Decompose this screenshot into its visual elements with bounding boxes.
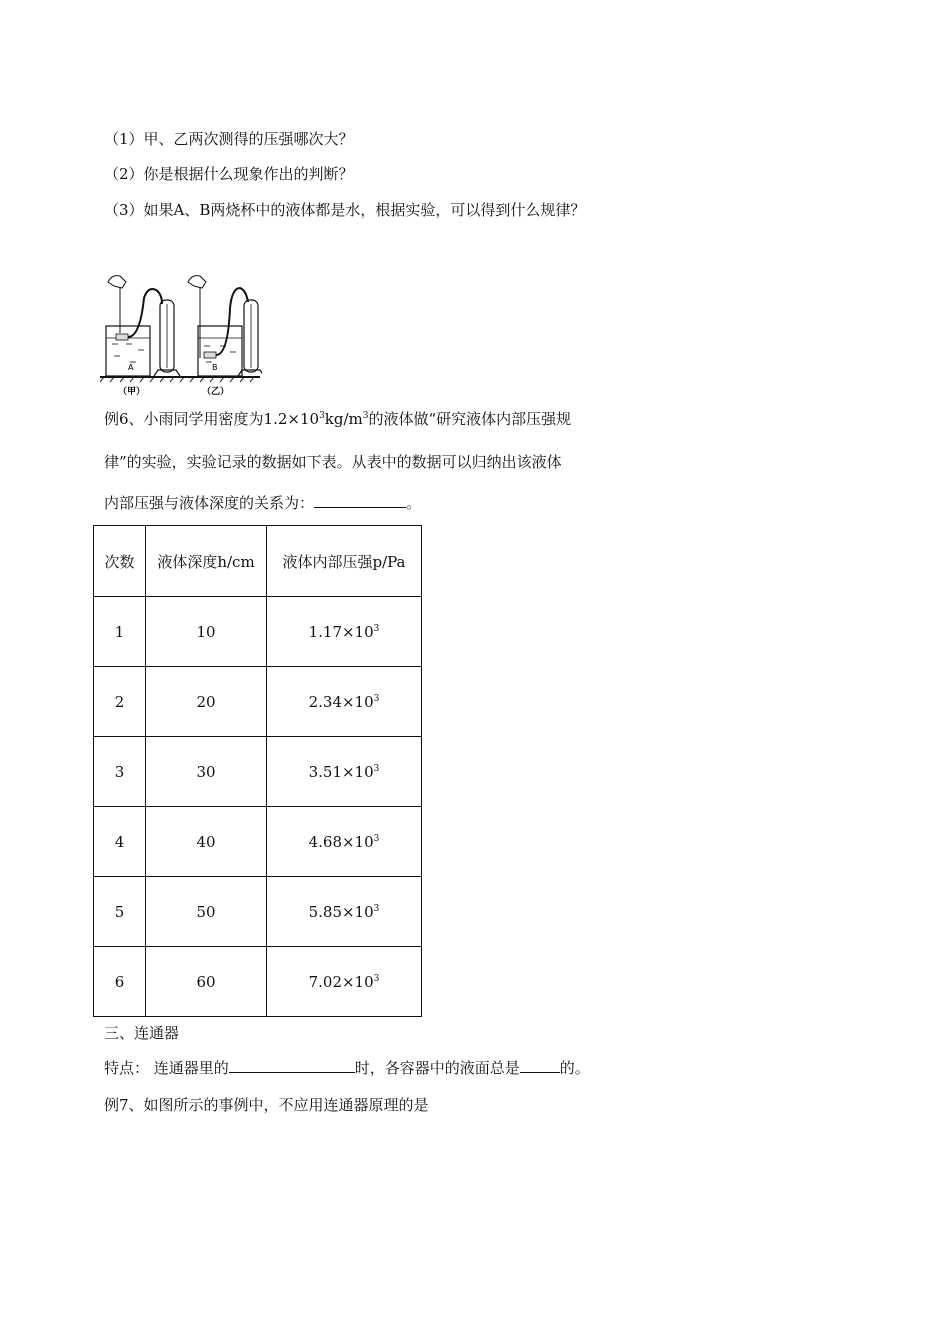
table-row: 3 30 $3.51\times 10^3$ bbox=[94, 737, 422, 807]
example-6-line-3: 内部压强与液体深度的关系为： 。 bbox=[104, 494, 422, 512]
example-6-line-1: 例6、小雨同学用密度为$1.2\times 10^3kg/m^3$的液体做“研究液体内部压强规 bbox=[104, 410, 572, 428]
example-7: 例7、如图所示的事例中，不应用连通器原理的是 bbox=[104, 1096, 429, 1114]
feature-blank-2 bbox=[520, 1058, 560, 1073]
question-3: （3）如果A、B两烧杯中的液体都是水，根据实验，可以得到什么规律？ bbox=[104, 201, 586, 219]
table-row: 1 10 $1.17\times 10^3$ bbox=[94, 597, 422, 667]
table-row: 2 20 $2.34\times 10^3$ bbox=[94, 667, 422, 737]
question-1: （1）甲、乙两次测得的压强哪次大？ bbox=[104, 130, 354, 148]
data-table bbox=[93, 525, 422, 1017]
header-depth: 液体深度h/cm bbox=[146, 526, 267, 597]
question-2: （2）你是根据什么现象作出的判断？ bbox=[104, 165, 354, 183]
table-header-row bbox=[94, 526, 422, 597]
header-count: 次数 bbox=[94, 526, 146, 597]
label-a: A bbox=[128, 363, 134, 372]
feature-blank-1 bbox=[229, 1058, 355, 1073]
caption-yi: （乙） bbox=[202, 387, 230, 397]
table-row: 5 50 $5.85\times 10^3$ bbox=[94, 877, 422, 947]
setup-yi bbox=[188, 276, 262, 397]
table-row: 6 60 $7.02\times 10^3$ bbox=[94, 947, 422, 1017]
pressure-gauge-figure bbox=[100, 238, 262, 400]
header-pressure: 液体内部压强p/Pa bbox=[267, 526, 422, 597]
section-3-title: 三、连通器 bbox=[104, 1024, 180, 1042]
section-3-feature: 特点： 连通器里的 时，各容器中的液面总是 的。 bbox=[104, 1059, 590, 1077]
example-6-line-2: 律”的实验，实验记录的数据如下表。从表中的数据可以归纳出该液体 bbox=[104, 453, 562, 471]
caption-jia: （甲） bbox=[118, 387, 146, 397]
answer-blank bbox=[314, 493, 406, 508]
table-row: 4 40 $4.68\times 10^3$ bbox=[94, 807, 422, 877]
label-b: B bbox=[212, 363, 218, 372]
